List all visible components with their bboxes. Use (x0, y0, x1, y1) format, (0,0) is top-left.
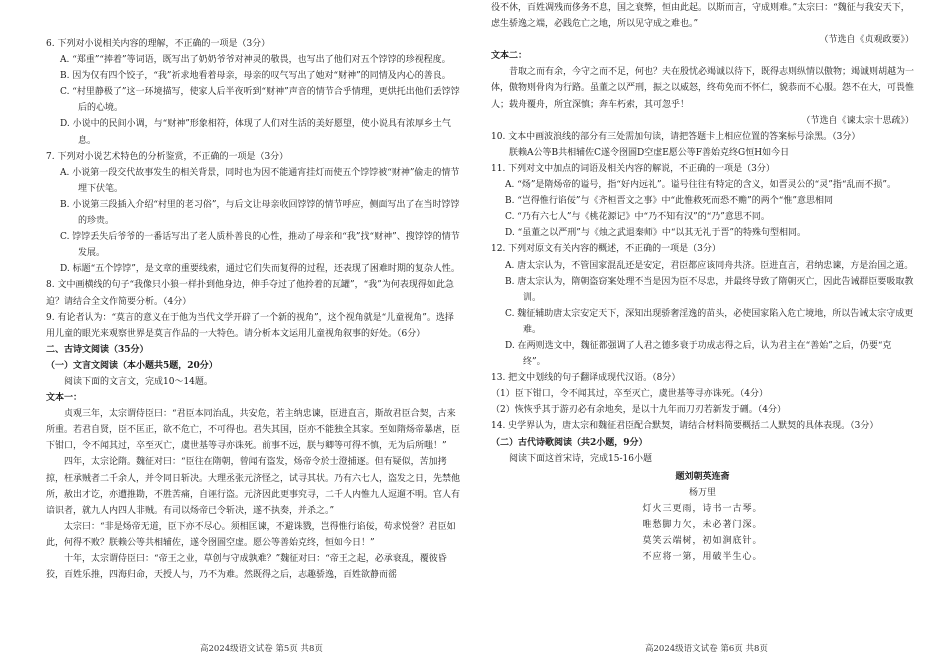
text-line: 7. 下列对小说艺术特色的分析鉴赏，不正确的一项是（3分） (46, 151, 289, 162)
poem-verse: 莫笑云端树，初如涧底针。 (642, 536, 763, 547)
right-page (475, 0, 950, 671)
text-line: C. “乃有六七人”与《桃花源记》中“乃不知有汉”的“乃”意思不同。 (505, 212, 770, 223)
text-line: （二）古代诗歌阅读（共2小题，9分） (491, 437, 648, 448)
text-line: 贞观三年，太宗谓侍臣曰：“君臣本同治乱，共安危，若主纳忠谏，臣进直言，斯故君臣合契，古来所重。若君自贤，臣不匡正，欲不危亡，不可得也。君失其国，臣亦不能独全其家。至如隋炀帝暴虐，臣下钳口，令不闻其过，卒至灭亡，虞世基等寻亦诛死。前事不远，朕与卿等可得不慎，无为后所嗤！” (46, 409, 461, 452)
text-line: （1）臣下钳口，令不闻其过，卒至灭亡，虞世基等寻亦诛死。（4分） (491, 389, 768, 400)
text-line: 13. 把文中划线的句子翻译成现代汉语。（8分） (491, 373, 681, 384)
text-line: （节选自《贞观政要》） (819, 35, 914, 46)
poem-verses (491, 501, 914, 565)
poem-verse: 唯愁脚力欠，未必著门深。 (642, 520, 763, 530)
text-line: 太宗曰：“非是炀帝无道，臣下亦不尽心。须相匡谏，不避诛戮，岂得惟行谄佞，苟求悦誉？君臣如此，何得不败？朕赖公等共相辅佐，遂令囹圄空虚。愿公等善始克终，恒如今日！” (46, 521, 456, 548)
poem-author: 杨万里 (688, 487, 716, 498)
text-line: C. 饽饽丢失后爷爷的一番话写出了老人质朴善良的心性，推动了母亲和“我”找“财神”、搜饽饽的情节发展。 (60, 232, 460, 259)
text-line: 12. 下列对原文有关内容的概述，不正确的一项是（3分） (491, 244, 721, 255)
text-line: 役不休，百姓凋残而侈务不息，国之衰弊，恒由此起。以斯而言，守成则难。”太宗曰：“魏征与我安天下，虑生骄逸之端，必践危亡之地，所以见守成之难也。” (491, 3, 910, 30)
text-line: A. 唐太宗认为，不管国家混乱还是安定，君臣都应该同舟共济。臣进直言，君纳忠谏，方是治国之道。 (505, 260, 914, 271)
poem-verse: 不应将一第，用破半生心。 (642, 552, 763, 563)
text-line: 8. 文中画横线的句子“我像只小狼一样扑到他身边，伸手夺过了他拎着的瓦罐”，“我”为何表现得如此急迫？请结合全文作简要分析。（4分） (46, 280, 454, 307)
text-line: 朕赖A公等B共相辅佐C遂令囹圄D空虚E愿公等F善始克终G恒H如今日 (509, 147, 790, 158)
text-line: 10. 文本中画波浪线的部分有三处需加句读，请把答题卡上相应位置的答案标号涂黑。（3分） (491, 131, 861, 142)
poem-title: 题刘朝英连斋 (675, 471, 730, 482)
text-line: A. “郑重”“捧着”等词语，既写出了奶奶爷爷对神灵的敬畏，也写出了他们对五个饽饽的珍视程度。 (60, 55, 451, 66)
text-line: A. “炀”是隋炀帝的谥号，指“好内远礼”。谥号往往有特定的含义，如晋灵公的“灵”指“乱而不损”。 (505, 180, 897, 191)
text-line: 四年，太宗论隋。魏征对曰：“臣往在隋朝，曾闻有盗发，炀帝令於士澄捕逐。但有疑似，苦加拷掠，枉承贼者二千余人，并令同日斩决。大理丞张元济怪之，试寻其状。乃有六七人，盗发之日，先禁他所，赦出才讫，亦遭推勘，不胜苦痛，自诬行盗。元济因此更事究寻，二千人内惟九人逗遛不明。官人有谙识者，就九人内四人非贼。有司以炀帝已令斩决，遂不执奏，并杀之。” (46, 457, 461, 516)
text-line: D. “虽董之以严刑”与《烛之武退秦师》中“以其无礼于晋”的特殊句型相同。 (505, 228, 807, 239)
text-line: 二、古诗文阅读（35分） (46, 344, 149, 355)
text-line: D. 标题“五个饽饽”，是文章的重要线索，通过它们失而复得的过程，还表现了困难时期的复杂人性。 (60, 264, 460, 275)
poem-verse: 灯火三更雨，诗书一古琴。 (642, 503, 763, 514)
text-line: 阅读下面的文言文，完成10～14题。 (64, 376, 213, 387)
text-line: 9. 有论者认为：“莫言的意义在于他为当代文学开辟了一个新的视角”，这个视角就是“儿童视角”。选择用儿童的眼光来观察世界是莫言作品的一大特色。请分析本文运用儿童视角叙事的好处。（6分） (46, 312, 454, 339)
page-footer-left: 高2024级语文试卷 第5页 共8页 (200, 644, 323, 654)
right-page-body (491, 0, 914, 467)
text-line: B. 唐太宗认为，隋朝盗窃案处理不当是因为臣不尽忠，并最终导致了隋朝灭亡，因此告诫群臣要吸取教训。 (505, 276, 914, 303)
text-line: A. 小说第一段交代故事发生的相关背景，同时也为因不能通宵挂灯而使五个饽饽被“财神”偷走的情节埋下伏笔。 (60, 167, 460, 194)
text-line: （一）文言文阅读（本小题共5题，20分） (46, 360, 218, 371)
text-line: （2）恢恢乎其于游刃必有余地矣，是以十九年而刀刃若新发于硎。（4分） (491, 405, 786, 416)
text-line: B. 因为仅有四个饺子，“我”祈求地看着母亲，母亲的叹气写出了她对“财神”的同情及内心的善良。 (60, 71, 451, 82)
text-line: 阅读下面这首宋诗，完成15-16小题 (509, 453, 652, 464)
text-line: 昔取之而有余，今守之而不足，何也？夫在殷忧必竭诚以待下，既得志则纵情以傲物；竭诚则胡越为一体，傲物则骨肉为行路。虽董之以严刑，振之以威怒，终苟免而不怀仁，貌恭而不心服。怨不在大，可畏惟人；载舟覆舟，所宜深慎；奔车朽索，其可忽乎！ (491, 67, 915, 110)
text-line: C. “村里静极了”这一环境描写，使家人后半夜听到“财神”声音的情节合乎情理，更烘托出他们丢饽饽后的心境。 (60, 87, 460, 114)
text-line: D. 小说中的民间小调，与“财神”形象相符，体现了人们对生活的美好愿望，使小说具有浓厚乡土气息。 (60, 119, 451, 146)
text-line: B. 小说第三段插入介绍“村里的老习俗”，与后文让母亲收回饽饽的情节呼应，侧面写出了在当时饽饽的珍贵。 (60, 199, 460, 227)
text-line: 6. 下列对小说相关内容的理解，不正确的一项是（3分） (46, 39, 271, 49)
text-line: 11. 下列对文中加点的词语及相关内容的解说，不正确的一项是（3分） (491, 163, 775, 174)
text-line: 文本二： (491, 51, 528, 62)
left-page-body (46, 36, 461, 583)
page-footer-right: 高2024级语文试卷 第6页 共8页 (645, 644, 768, 654)
text-line: 十年，太宗谓侍臣曰：“帝王之业，草创与守成孰难？”魏征对曰：“帝王之起，必承衰乱，覆彼昏狡，百姓乐推，四海归命，天授人与，乃不为难。然既得之后，志趣骄逸，百姓欲静而徭 (46, 554, 447, 581)
text-line: 文本一： (46, 393, 83, 404)
text-line: （节选自《谏太宗十思疏》） (801, 115, 914, 126)
text-line: B. “岂得惟行谄佞”与《齐桓晋文之事》中“此惟救死而恐不赡”的两个“惟”意思相同 (505, 196, 833, 207)
text-line: D. 在两则选文中，魏征都强调了人君之德多衰于功成志得之后，认为君主在“善始”之后，仍要“克终”。 (505, 340, 892, 368)
text-line: C. 魏征辅助唐太宗安定天下，深知出现骄奢淫逸的苗头，必使国家陷入危亡境地，所以告诫太宗守成更难。 (505, 308, 914, 335)
poem-block (491, 469, 914, 566)
text-line: 14. 史学界认为，唐太宗和魏征君臣配合默契，请结合材料简要概括二人默契的具体表现。（3分） (491, 421, 879, 432)
